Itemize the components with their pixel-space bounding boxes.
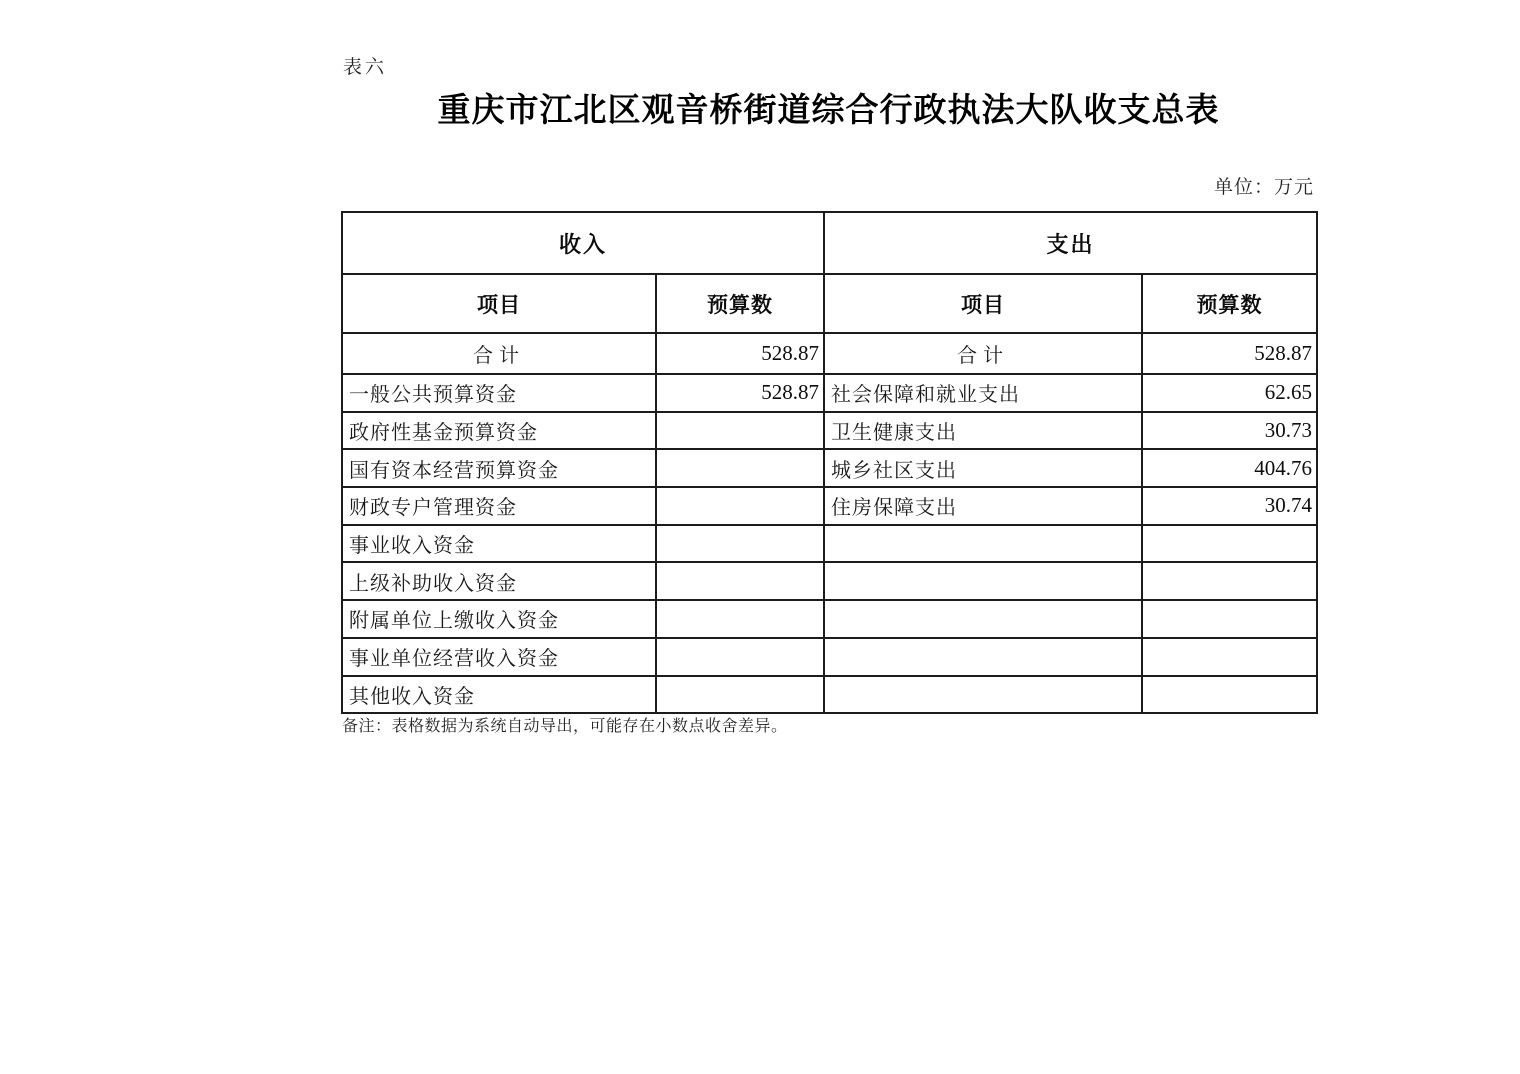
income-total-label: 合计: [342, 333, 656, 374]
table-row: [342, 525, 1317, 563]
expense-value-cell: [1142, 525, 1317, 563]
expense-item-cell: [824, 676, 1142, 714]
column-header-row: [342, 274, 1317, 333]
income-value-cell: 528.87: [656, 374, 824, 412]
income-item-cell: 国有资本经营预算资金: [342, 449, 656, 487]
expense-total-value: 528.87: [1142, 333, 1317, 374]
expense-item-header: 项目: [824, 274, 1142, 333]
table-row: [342, 374, 1317, 412]
income-value-cell: [656, 449, 824, 487]
expense-item-cell: 住房保障支出: [824, 487, 1142, 525]
expense-total-label: 合计: [824, 333, 1142, 374]
expense-item-cell: 城乡社区支出: [824, 449, 1142, 487]
expense-value-cell: [1142, 638, 1317, 676]
income-item-cell: 附属单位上缴收入资金: [342, 600, 656, 638]
income-item-cell: 事业单位经营收入资金: [342, 638, 656, 676]
table-row: [342, 562, 1317, 600]
expense-item-cell: [824, 600, 1142, 638]
expense-value-cell: [1142, 562, 1317, 600]
expense-item-cell: [824, 638, 1142, 676]
income-value-cell: [656, 638, 824, 676]
income-total-value: 528.87: [656, 333, 824, 374]
income-item-cell: 其他收入资金: [342, 676, 656, 714]
income-value-cell: [656, 676, 824, 714]
income-budget-header: 预算数: [656, 274, 824, 333]
group-header-row: [342, 212, 1317, 274]
expense-item-cell: 社会保障和就业支出: [824, 374, 1142, 412]
income-item-cell: 事业收入资金: [342, 525, 656, 563]
footer-note: 备注：表格数据为系统自动导出，可能存在小数点收舍差异。: [342, 718, 788, 735]
table-row: [342, 412, 1317, 450]
income-item-cell: 政府性基金预算资金: [342, 412, 656, 450]
expense-value-cell: 404.76: [1142, 449, 1317, 487]
expense-item-cell: [824, 525, 1142, 563]
expense-value-cell: [1142, 676, 1317, 714]
income-item-cell: 一般公共预算资金: [342, 374, 656, 412]
income-item-header: 项目: [342, 274, 656, 333]
expense-item-cell: 卫生健康支出: [824, 412, 1142, 450]
total-row: [342, 333, 1317, 374]
expense-value-cell: [1142, 600, 1317, 638]
unit-note: 单位：万元: [1213, 177, 1314, 198]
expense-value-cell: 30.73: [1142, 412, 1317, 450]
income-item-cell: 上级补助收入资金: [342, 562, 656, 600]
income-value-cell: [656, 562, 824, 600]
income-group-header: 收入: [342, 212, 824, 274]
income-value-cell: [656, 525, 824, 563]
table-number-label: 表六: [343, 57, 388, 78]
table-row: [342, 487, 1317, 525]
table-row: [342, 676, 1317, 714]
table-row: [342, 449, 1317, 487]
expense-item-cell: [824, 562, 1142, 600]
table-row: [342, 600, 1317, 638]
budget-summary-table: [341, 211, 1318, 714]
income-value-cell: [656, 487, 824, 525]
expense-budget-header: 预算数: [1142, 274, 1317, 333]
income-value-cell: [656, 600, 824, 638]
income-item-cell: 财政专户管理资金: [342, 487, 656, 525]
income-value-cell: [656, 412, 824, 450]
expense-value-cell: 62.65: [1142, 374, 1317, 412]
table-row: [342, 638, 1317, 676]
page-title: 重庆市江北区观音桥街道综合行政执法大队收支总表: [437, 93, 1220, 129]
expense-group-header: 支出: [824, 212, 1317, 274]
expense-value-cell: 30.74: [1142, 487, 1317, 525]
